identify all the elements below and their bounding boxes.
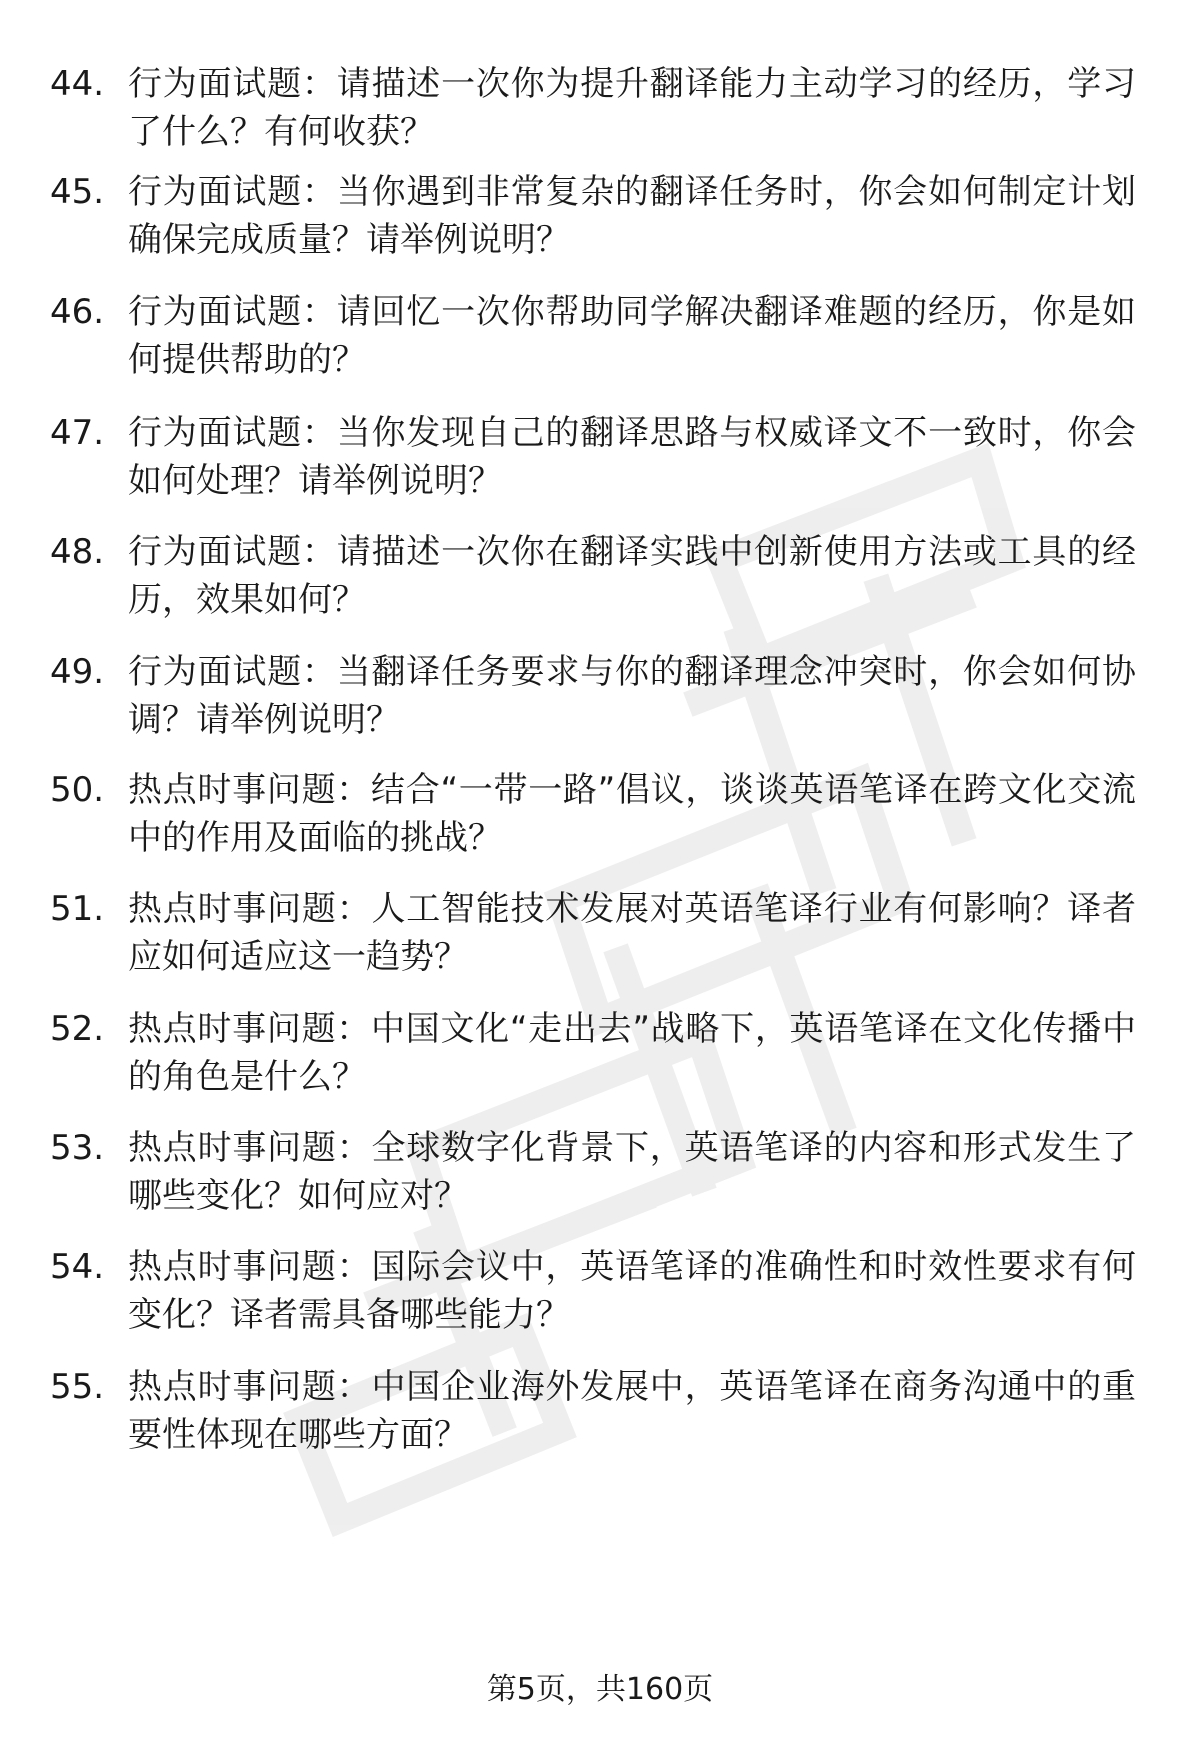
page-number-label: 第5页，共160页 [486, 1672, 714, 1707]
question-item [0, 1005, 1200, 1101]
question-text: 行为面试题：当你遇到非常复杂的翻译任务时，你会如何制定计划确保完成质量？请举例说明？ [128, 172, 1136, 260]
question-number: 47. [50, 413, 105, 453]
question-item [0, 766, 1200, 862]
question-item [0, 168, 1200, 264]
question-text: 热点时事问题：中国文化“走出去”战略下，英语笔译在文化传播中的角色是什么？ [128, 1009, 1136, 1097]
question-number: 46. [50, 292, 105, 332]
question-item [0, 1243, 1200, 1339]
question-number: 44. [50, 64, 105, 104]
question-item [0, 288, 1200, 384]
question-number: 50. [50, 770, 105, 810]
question-item [0, 60, 1200, 156]
question-number: 53. [50, 1128, 105, 1168]
question-number: 52. [50, 1009, 105, 1049]
question-item [0, 1124, 1200, 1220]
question-text: 行为面试题：请回忆一次你帮助同学解决翻译难题的经历，你是如何提供帮助的？ [128, 292, 1136, 380]
question-number: 54. [50, 1247, 105, 1287]
question-item [0, 409, 1200, 505]
question-text: 热点时事问题：人工智能技术发展对英语笔译行业有何影响？译者应如何适应这一趋势？ [128, 889, 1136, 977]
question-text: 行为面试题：当翻译任务要求与你的翻译理念冲突时，你会如何协调？请举例说明？ [128, 652, 1136, 740]
question-number: 51. [50, 889, 105, 929]
question-number: 55. [50, 1367, 105, 1407]
question-number: 48. [50, 532, 105, 572]
question-text: 热点时事问题：全球数字化背景下，英语笔译的内容和形式发生了哪些变化？如何应对？ [128, 1128, 1136, 1216]
question-number: 45. [50, 172, 105, 212]
question-item [0, 885, 1200, 981]
question-item [0, 528, 1200, 624]
question-item [0, 1363, 1200, 1459]
page-footer [0, 1668, 1200, 1712]
question-text: 热点时事问题：结合“一带一路”倡议，谈谈英语笔译在跨文化交流中的作用及面临的挑战？ [128, 770, 1136, 858]
question-text: 热点时事问题：国际会议中，英语笔译的准确性和时效性要求有何变化？译者需具备哪些能力？ [128, 1247, 1136, 1335]
question-text: 行为面试题：请描述一次你为提升翻译能力主动学习的经历，学习了什么？有何收获？ [128, 64, 1136, 152]
question-text: 行为面试题：请描述一次你在翻译实践中创新使用方法或工具的经历，效果如何？ [128, 532, 1136, 620]
question-text: 行为面试题：当你发现自己的翻译思路与权威译文不一致时，你会如何处理？请举例说明？ [128, 413, 1136, 501]
question-item [0, 648, 1200, 744]
question-text: 热点时事问题：中国企业海外发展中，英语笔译在商务沟通中的重要性体现在哪些方面？ [128, 1367, 1136, 1455]
question-number: 49. [50, 652, 105, 692]
